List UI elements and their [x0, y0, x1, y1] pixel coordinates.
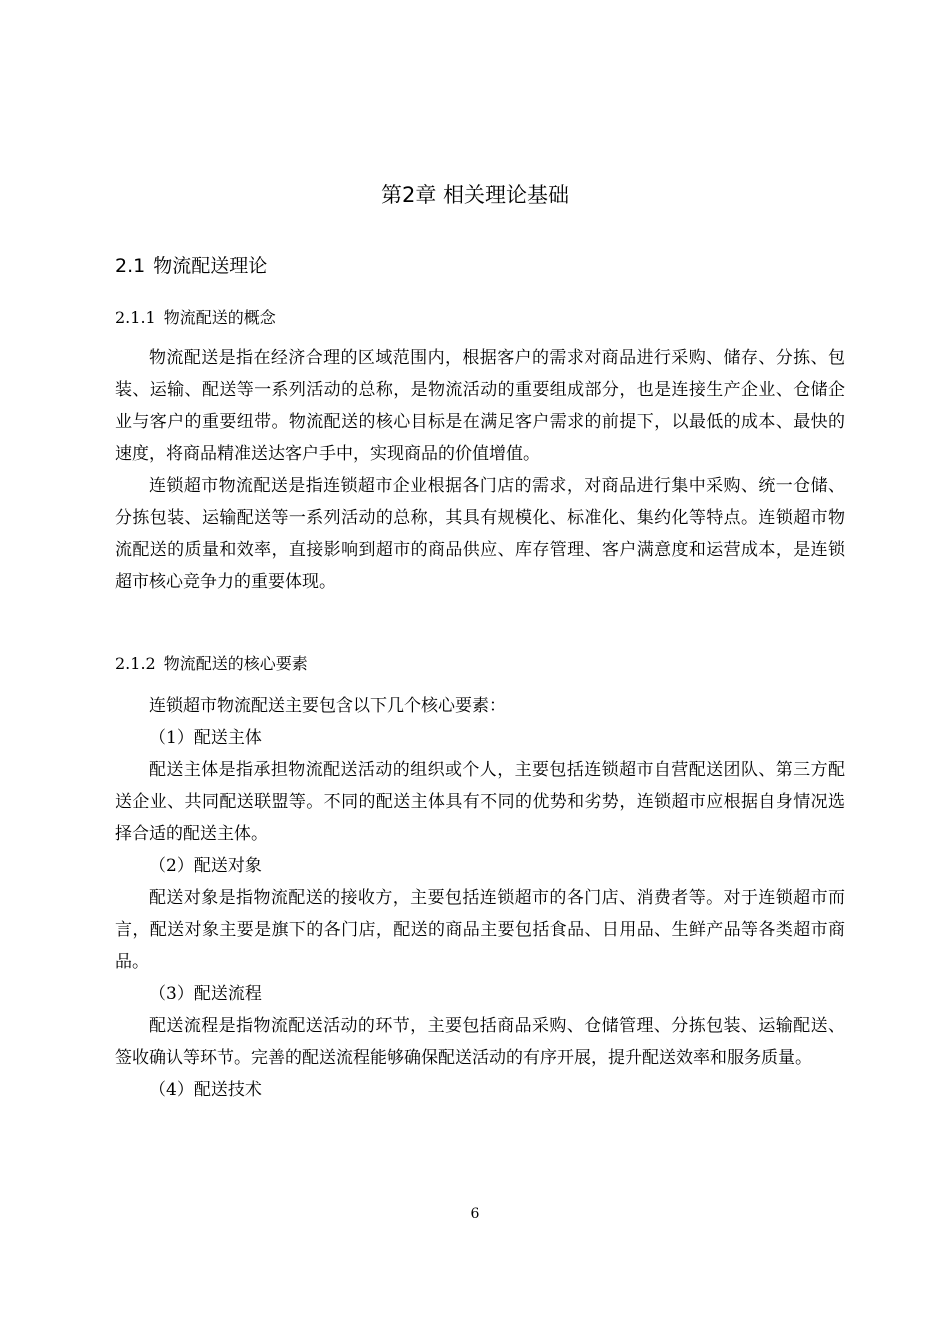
list-item-heading: （1）配送主体	[149, 728, 262, 748]
subsection-title: 物流配送的概念	[163, 308, 276, 327]
paragraph-intro: 连锁超市物流配送主要包含以下几个核心要素：	[149, 696, 506, 716]
paragraph: 连锁超市物流配送是指连锁超市企业根据各门店的需求，对商品进行集中采购、统一仓储、分拣包装、运输配送等一系列活动的总称，其具有规模化、标准化、集约化等特点。连锁超市物流配送的质量和效率，直接影响到超市的商品供应、库存管理、客户满意度和运营成本，是连锁超市核心竞争力的重要体现。	[115, 476, 845, 592]
section-number: 2.1	[115, 255, 146, 277]
list-item-heading: （2）配送对象	[149, 856, 262, 876]
chapter-title: 第2章 相关理论基础	[380, 183, 570, 207]
list-item-heading: （4）配送技术	[149, 1080, 262, 1100]
paragraph: 配送对象是指物流配送的接收方，主要包括连锁超市的各门店、消费者等。对于连锁超市而言，配送对象主要是旗下的各门店，配送的商品主要包括食品、日用品、生鲜产品等各类超市商品。	[115, 888, 845, 972]
subsection-number: 2.1.1	[115, 308, 156, 327]
page-number: 6	[470, 1206, 480, 1222]
subsection-heading-2-1-1	[115, 306, 276, 330]
list-item-heading: （3）配送流程	[149, 984, 262, 1004]
paragraph: 配送主体是指承担物流配送活动的组织或个人，主要包括连锁超市自营配送团队、第三方配送企业、共同配送联盟等。不同的配送主体具有不同的优势和劣势，连锁超市应根据自身情况选择合适的配送主体。	[115, 760, 845, 844]
paragraph: 物流配送是指在经济合理的区域范围内，根据客户的需求对商品进行采购、储存、分拣、包装、运输、配送等一系列活动的总称，是物流活动的重要组成部分，也是连接生产企业、仓储企业与客户的重要纽带。物流配送的核心目标是在满足客户需求的前提下，以最低的成本、最快的速度，将商品精准送达客户手中，实现商品的价值增值。	[115, 348, 845, 464]
concept-body	[115, 342, 845, 598]
section-title: 物流配送理论	[153, 255, 268, 277]
subsection-heading-2-1-2	[115, 652, 308, 676]
core-elements-body	[115, 690, 845, 1106]
subsection-title: 物流配送的核心要素	[163, 654, 308, 673]
section-heading-2-1	[115, 252, 267, 280]
paragraph: 配送流程是指物流配送活动的环节，主要包括商品采购、仓储管理、分拣包装、运输配送、签收确认等环节。完善的配送流程能够确保配送活动的有序开展，提升配送效率和服务质量。	[115, 1016, 845, 1068]
subsection-number: 2.1.2	[115, 654, 156, 673]
